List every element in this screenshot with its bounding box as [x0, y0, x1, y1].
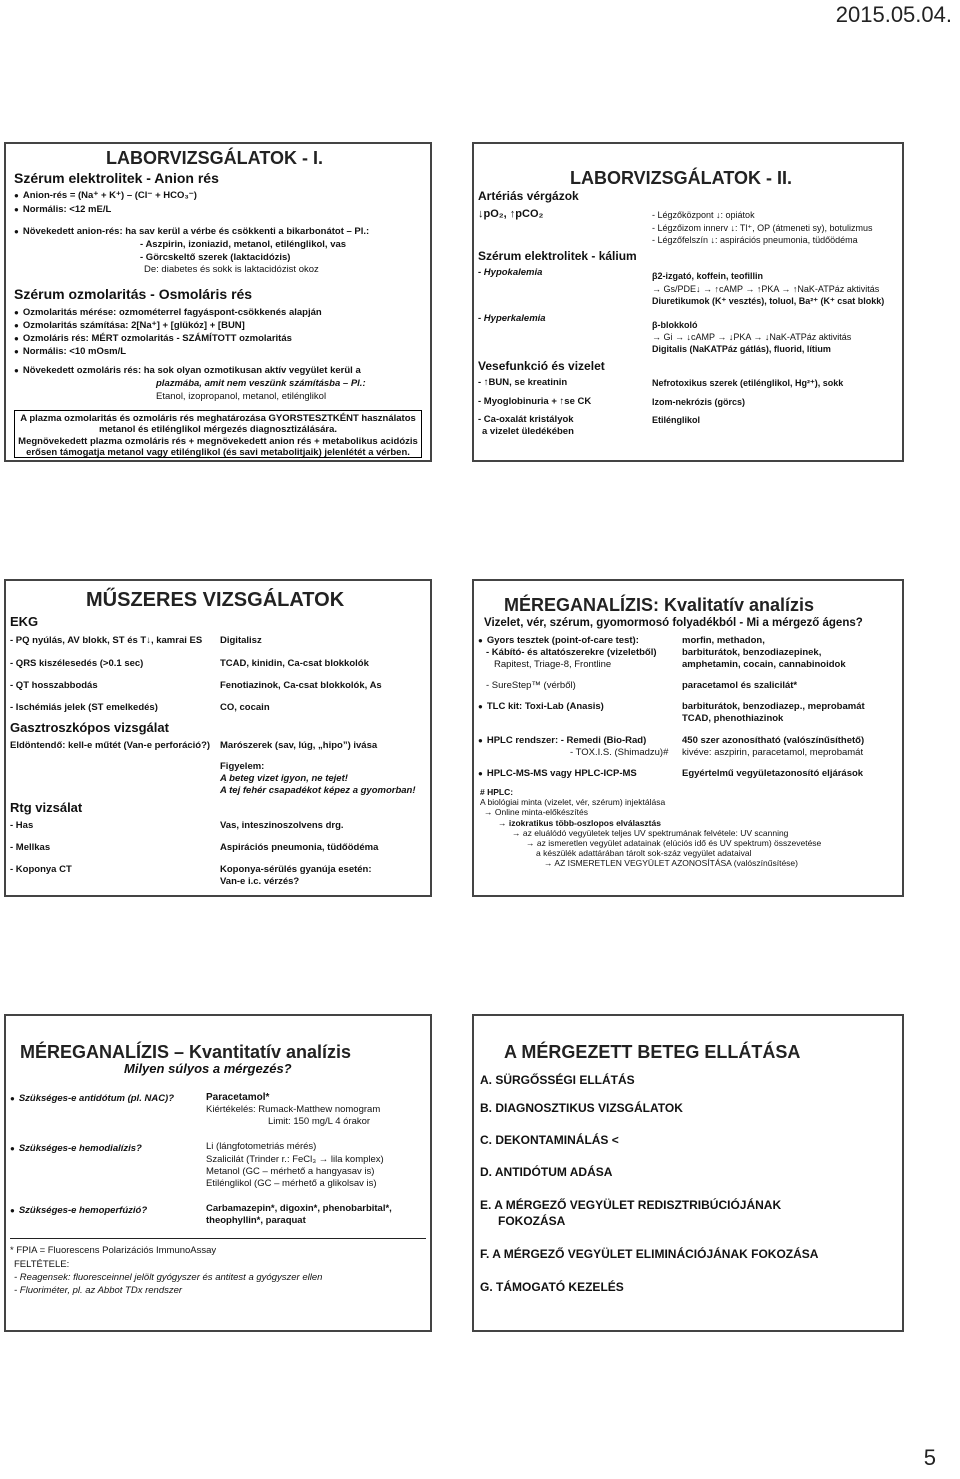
list-item: theophyllin*, paraquat	[206, 1215, 306, 1226]
list-item: Paracetamol*	[206, 1092, 270, 1103]
list-item: Etanol, izopropanol, metanol, etilénglikol	[156, 391, 327, 402]
slide-kvantitativ-analizis	[4, 1014, 432, 1332]
arrow-icon: →	[526, 837, 535, 848]
page-number: 5	[923, 1445, 936, 1470]
list-item: barbiturátok, benzodiazepinek,	[682, 647, 822, 658]
list-item: Vas, inteszinoszolvens drg.	[220, 820, 344, 831]
list-item: TCAD, phenothiazinok	[682, 713, 784, 724]
list-item: - Légzőfelszín ↓: aspirációs pneumonia, tüdőödéma	[652, 235, 858, 245]
list-item: ● HPLC rendszer: - Remedi (Bio-Rad)	[478, 736, 646, 747]
list-item: Metanol (GC – mérhető a hangyasav is)	[206, 1166, 375, 1177]
list-item: Izom-nekrózis (görcs)	[652, 397, 746, 407]
warning-label: Figyelem:	[220, 761, 265, 772]
section-heading: Szérum ozmolaritás - Osmoláris rés	[14, 286, 253, 302]
list-item: - SureStep™ (vérből)	[486, 680, 576, 691]
hplc-line: → Online minta-előkészítés	[484, 807, 588, 818]
list-item: - TOX.I.S. (Shimadzu)#	[570, 747, 669, 758]
list-item: Szalicilát (Trinder r.: FeCl₃ → lila komplex)	[206, 1154, 384, 1165]
list-item: E. A MÉRGEZŐ VEGYÜLET REDISZTRIBÚCIÓJÁNAK	[480, 1198, 782, 1212]
list-item: → Gi → ↓cAMP → ↓PKA → ↓NaK-ATPáz aktivitás	[652, 332, 852, 342]
list-item: ● Növekedett anion-rés: ha sav kerül a vérbe és csökkenti a bikarbonátot – Pl.:	[14, 227, 369, 238]
list-item: Rapitest, Triage-8, Frontline	[494, 659, 612, 670]
list-item: ● Növekedett ozmoláris rés: ha sok olyan ozmotikusan aktív vegyület kerül a	[14, 366, 361, 377]
slide-mergezett-beteg	[472, 1014, 904, 1332]
arrow-icon: →	[498, 817, 507, 828]
question-item: ● Szükséges-e antidótum (pl. NAC)?	[10, 1094, 174, 1105]
list-item: Van-e i.c. vérzés?	[220, 876, 300, 887]
list-item: Eldöntendő: kell-e műtét (Van-e perforáció?)	[10, 740, 211, 751]
list-item: Etilénglikol	[652, 415, 701, 425]
list-item: - ↑BUN, se kreatinin	[478, 377, 568, 388]
list-item: FOKOZÁSA	[498, 1214, 566, 1228]
slide-title: A MÉRGEZETT BETEG ELLÁTÁSA	[504, 1042, 801, 1062]
list-item: Digitalis (NaKATPáz gátlás), fluorid, lítium	[652, 344, 831, 354]
hplc-line: # HPLC:	[480, 787, 514, 797]
slide-laborvizsgalatok-2	[472, 142, 904, 462]
hplc-line: → az ismeretlen vegyület adatainak (elúciós idő és UV spektrum) összevetése	[526, 837, 822, 848]
note-line: A plazma ozmolaritás és ozmoláris rés meghatározása GYORSTESZTKÉNT használatos	[20, 413, 416, 424]
list-item: Carbamazepin*, digoxin*, phenobarbital*,	[206, 1203, 392, 1214]
hplc-line: a készülék adattárában tárolt sok-száz vegyület adataival	[536, 848, 752, 859]
list-item: Koponya-sérülés gyanúja esetén:	[220, 864, 372, 875]
note-box	[14, 410, 422, 458]
arrow-icon: →	[544, 858, 553, 869]
footnote: - Fluoriméter, pl. az Abbot TDx rendszer	[14, 1285, 183, 1296]
footnote: FELTÉTELE:	[14, 1259, 70, 1270]
list-item: ● Gyors tesztek (point-of-care test):	[478, 636, 639, 647]
slide-title: LABORVIZSGÁLATOK - I.	[106, 148, 324, 168]
list-item: Etilénglikol (GC – mérhető a glikolsav is)	[206, 1178, 377, 1189]
question-item: ● Szükséges-e hemoperfúzió?	[10, 1206, 147, 1217]
list-item: De: diabetes és sokk is laktacidózist okoz	[144, 264, 319, 275]
list-item: β2-izgató, koffein, teofillin	[652, 271, 763, 281]
list-item: - Aszpirin, izoniazid, metanol, etilénglikol, vas	[140, 239, 347, 250]
list-item: - Kábító- és altatószerekre (vizeletből)	[486, 647, 657, 658]
list-item: C. DEKONTAMINÁLÁS <	[480, 1133, 619, 1147]
list-item: F. A MÉRGEZŐ VEGYÜLET ELIMINÁCIÓJÁNAK FOKOZÁSA	[480, 1247, 819, 1261]
divider	[10, 1238, 426, 1239]
list-item: - QT hosszabbodás	[10, 680, 98, 691]
slide-title: MÉREGANALÍZIS – Kvantitatív analízis	[20, 1042, 352, 1062]
hplc-line: → izokratikus több-oszlopos elválasztás	[498, 817, 661, 828]
list-item: Fenotiazinok, Ca-csat blokkolók, As	[220, 680, 382, 691]
section-heading: Artériás vérgázok	[478, 189, 579, 203]
list-item: - Ischémiás jelek (ST emelkedés)	[10, 702, 158, 713]
list-item: ● Ozmoláris rés: MÉRT ozmolaritás - SZÁMÍTOTT ozmolaritás	[14, 334, 292, 345]
list-item: - Ca-oxalát kristályok	[478, 414, 574, 425]
list-item: amphetamin, cocain, cannabinoidok	[682, 659, 846, 670]
list-item: Diuretikumok (K⁺ vesztés), toluol, Ba²⁺ (K⁺ csat blokk)	[652, 296, 885, 306]
list-item: ↓pO₂, ↑pCO₂	[478, 208, 544, 220]
list-item: - Mellkas	[10, 842, 51, 853]
hplc-note	[480, 787, 821, 869]
page-date: 2015.05.04.	[835, 2, 952, 27]
list-item: ● Ozmolaritás számítása: 2[Na⁺] + [glükóz] + [BUN]	[14, 321, 245, 332]
list-item: plazmába, amit nem veszünk számításba – Pl.:	[156, 378, 366, 389]
list-item: Marószerek (sav, lúg, „hipo”) ivása	[220, 740, 378, 751]
list-item: - Hypokalemia	[478, 267, 543, 278]
section-heading: Rtg vizsálat	[10, 800, 83, 815]
list-item: Limit: 150 mg/L 4 órakor	[268, 1116, 371, 1127]
list-item: Nefrotoxikus szerek (etilénglikol, Hg²⁺), sokk	[652, 378, 844, 388]
list-item: - Légzőizom innerv ↓: Tl⁺, OP (átmeneti sy), botulizmus	[652, 223, 873, 233]
list-item: - Koponya CT	[10, 864, 72, 875]
slide-subtitle: Vizelet, vér, szérum, gyomormosó folyadékból - Mi a mérgező ágens?	[484, 617, 863, 629]
list-item: barbiturátok, benzodiazep., meprobamát	[682, 701, 865, 712]
section-heading: Vesefunkció és vizelet	[478, 359, 605, 373]
list-item: ● HPLC-MS-MS vagy HPLC-ICP-MS	[478, 769, 637, 780]
list-item: - PQ nyúlás, AV blokk, ST és T↓, kamrai ES	[10, 635, 203, 646]
list-item: - Has	[10, 820, 34, 831]
list-item: morfin, methadon,	[682, 635, 765, 646]
slide-muszeres-vizsgalatok	[4, 579, 432, 897]
list-item: ● Ozmolaritás mérése: ozmométerrel fagyáspont-csökkenés alapján	[14, 308, 322, 319]
list-item: - QRS kiszélesedés (>0.1 sec)	[10, 658, 144, 669]
slide-title: MÉREGANALÍZIS: Kvalitatív analízis	[504, 595, 815, 615]
slide-title: LABORVIZSGÁLATOK - II.	[570, 168, 793, 188]
list-item: TCAD, kinidin, Ca-csat blokkolók	[220, 658, 369, 669]
list-item: ● Anion-rés = (Na⁺ + K⁺) – (Cl⁻ + HCO₃⁻)	[14, 191, 197, 202]
list-item: ● Normális: <10 mOsm/L	[14, 347, 126, 358]
note-line: erősen támogatja metanol vagy etilénglikol (és savi metabolitjaik) jelenlétét a vérben.	[26, 447, 410, 459]
slide-title: MŰSZERES VIZSGÁLATOK	[86, 589, 345, 611]
list-item: → Gs/PDE↓ → ↑cAMP → ↑PKA → ↑NaK-ATPáz aktivitás	[652, 284, 880, 294]
question-item: ● Szükséges-e hemodialízis?	[10, 1144, 142, 1155]
list-item: - Légzőközpont ↓: opiátok	[652, 210, 755, 220]
list-item: ● TLC kit: Toxi-Lab (Anasis)	[478, 702, 604, 713]
list-item: ● Normális: <12 mE/L	[14, 205, 111, 216]
arrow-icon: →	[512, 827, 521, 838]
footnote: - Reagensek: fluoresceinnel jelölt gyógyszer és antitest a gyógyszer ellen	[14, 1272, 323, 1283]
list-item: - Hyperkalemia	[478, 313, 546, 324]
footnote: * FPIA = Fluorescens Polarizációs ImmunoAssay	[10, 1245, 217, 1256]
slide-laborvizsgalatok-1	[4, 142, 432, 462]
list-item: Kiértékelés: Rumack-Matthew nomogram	[206, 1104, 381, 1115]
note-line: Megnövekedett plazma ozmoláris rés + megnövekedett anion rés + metabolikus acidózis	[18, 435, 418, 447]
list-item: - Myoglobinuria + ↑se CK	[478, 396, 592, 407]
list-item: D. ANTIDÓTUM ADÁSA	[480, 1165, 613, 1179]
list-item: G. TÁMOGATÓ KEZELÉS	[480, 1280, 624, 1294]
arrow-icon: →	[484, 807, 493, 818]
section-heading: Szérum elektrolitek - Anion rés	[14, 170, 219, 186]
list-item: Digitalisz	[220, 635, 262, 646]
section-heading: Szérum elektrolitek - kálium	[478, 249, 637, 263]
warning-text: A tej fehér csapadékot képez a gyomorban!	[220, 785, 416, 796]
hplc-line: A biológiai minta (vizelet, vér, szérum) injektálása	[480, 797, 666, 808]
list-item: CO, cocain	[220, 702, 270, 713]
warning-text: A beteg vizet igyon, ne tejet!	[220, 773, 348, 784]
list-item: B. DIAGNOSZTIKUS VIZSGÁLATOK	[480, 1101, 683, 1115]
list-item: β-blokkoló	[652, 320, 698, 330]
slide-kvalitativ-analizis	[472, 579, 904, 897]
section-heading: EKG	[10, 614, 39, 629]
list-item: Egyértelmű vegyületazonosító eljárások	[682, 768, 864, 779]
list-item: paracetamol és szalicilát*	[682, 680, 798, 691]
list-item: Li (lángfotometriás mérés)	[206, 1141, 317, 1152]
list-item: - Görcskeltő szerek (laktacidózis)	[140, 252, 291, 263]
list-item: a vizelet üledékében	[482, 426, 574, 437]
section-heading: Gasztroszkópos vizsgálat	[10, 720, 169, 735]
list-item: Aspirációs pneumonia, tüdőödéma	[220, 842, 379, 853]
list-item: 450 szer azonosítható (valószínűsíthető)	[682, 735, 865, 746]
slide-subtitle: Milyen súlyos a mérgezés?	[124, 1061, 292, 1076]
hplc-line: → az eluálódó vegyületek teljes UV spektrumának felvétele: UV scanning	[512, 827, 789, 838]
note-line: metanol és etilénglikol mérgezés diagnosztizálására.	[98, 424, 338, 436]
list-item: A. SÜRGŐSSÉGI ELLÁTÁS	[480, 1073, 635, 1087]
hplc-line: → AZ ISMERETLEN VEGYÜLET AZONOSÍTÁSA (valószínűsítése)	[544, 858, 798, 869]
list-item: kivéve: aszpirin, paracetamol, meprobamát	[682, 747, 864, 758]
